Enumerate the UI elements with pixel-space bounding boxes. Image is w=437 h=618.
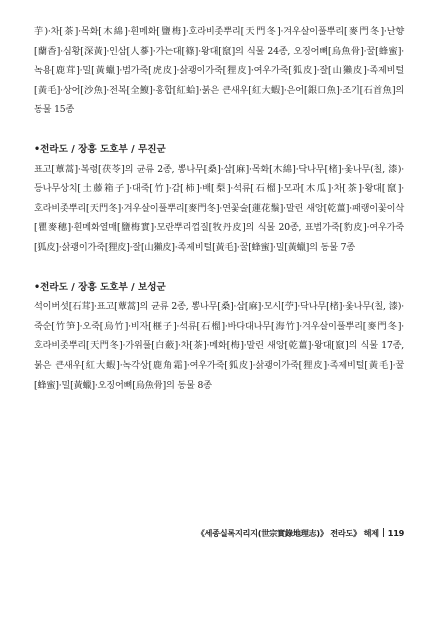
page-footer [34, 528, 404, 539]
paragraph-continued: 芋)·차[茶]·목화[木綿]·흰메화[鹽梅]·호라비좃뿌리[天門冬]·겨우살이풀뿌리[麥門冬]·난향[蘭香]·심황[深黃]·인삼[人蔘]·가는대[篠]·왕대[竄]의 식물 24종, 오징어뼈[烏魚骨]·꿀[蜂蜜]·녹용[鹿茸]·밀[黃蠟]·범가죽[虎皮]·삵괭이가죽[狸皮]·여우가죽[狐皮]·잘[山獺皮]·족제비털[黃毛]·상어[沙魚]·전복[全鰒]·홍합[紅蛤]·붉은 큰새우[紅大蝦]·은어[銀口魚]·조기[石首魚]의 동물 15종 [34, 26, 404, 116]
footer-separator [383, 528, 384, 537]
spacer [34, 258, 404, 278]
section-heading-boseong: •전라도 / 장흥 도호부 / 보성군 [34, 281, 166, 293]
footer-title: 《세종실록지리지(世宗實錄地理志)》 전라도》 해제 [196, 528, 379, 538]
section-heading-mujin: •전라도 / 장흥 도호부 / 무진군 [34, 143, 166, 155]
page-number: 119 [387, 528, 404, 538]
paragraph-mujin: 표고[蕈蒿]·복령[茯苓]의 균류 2종, 뽕나무[桑]·삼[麻]·목화[木綿]·닥나무[楮]·옻나무(칠, 漆)·등나무상치[土藤箱子]·대죽[竹]·감[柿]·배[梨]·석류[石榴]·모과[木瓜]·차[茶]·왕대[竄]·호라비좃뿌리[天門冬]·겨우살이풀뿌리[麥門冬]·연꽃술[蓮花鬚]·말린 새앙[乾薑]·패랭이꽃이삭[瞿麥穗]·흰메화열매[鹽梅實]·모란뿌리껍질[牧丹皮]의 식물 20종, 표범가죽[豹皮]·여우가죽[狐皮]·삵괭이가죽[狸皮]·잘[山獺皮]·족제비털[黃毛]·꿀[蜂蜜]·밀[黃蠟]의 동물 7종 [34, 163, 404, 253]
spacer [34, 120, 404, 140]
paragraph-boseong: 석이버섯[石茸]·표고[蕈蒿]의 균류 2종, 뽕나무[桑]·삼[麻]·모시[苧]·닥나무[楮]·옻나무(칠, 漆)·죽순[竹笋]·오죽[烏竹]·비자[榧子]·석류[石榴]·바다대나무[海竹]·겨우살이풀뿌리[麥門冬]·호라비좃뿌리[天門冬]·가위풀[白蘞]·차[茶]·메화[梅]·말린 새앙[乾薑]·왕대[竄]의 식물 17종, 붉은 큰새우[紅大蝦]·녹각상[鹿角霜]·여우가죽[狐皮]·삵괭이가죽[狸皮]·족제비털[黃毛]·꿀[蜂蜜]·밀[黃蠟]·오징어뼈[烏魚骨]의 동물 8종 [34, 301, 404, 391]
page-body [34, 22, 404, 395]
